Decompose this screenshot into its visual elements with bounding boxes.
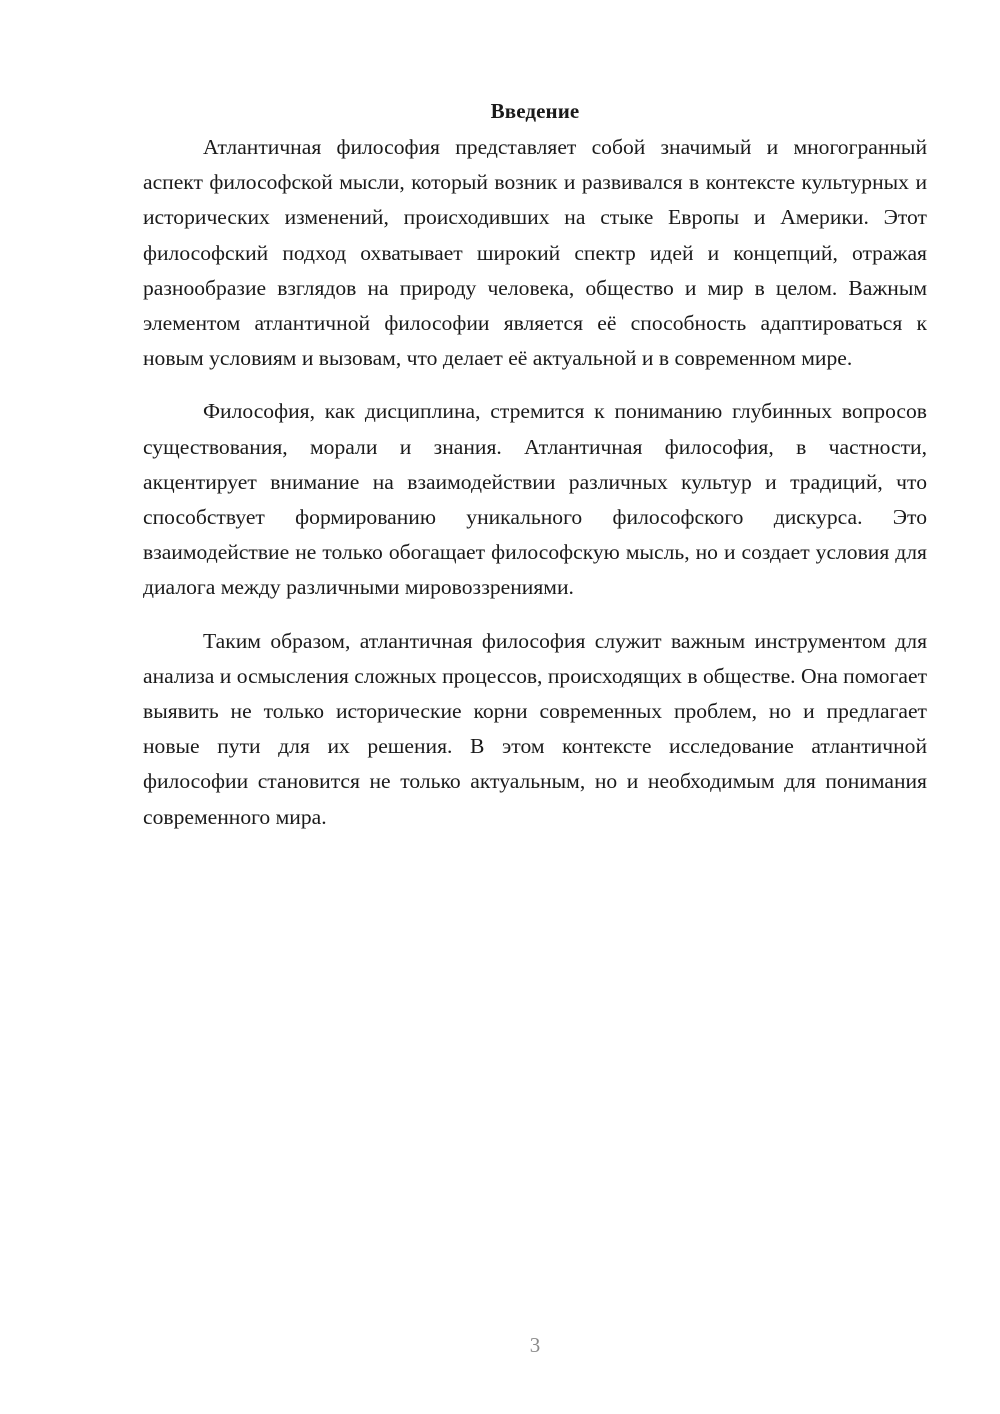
- paragraph-1: Атлантичная философия представляет собой значимый и многогранный аспект философской мысли, который возник и развивался в контексте культурных и исторических изменений, происходивших на стыке Европы и Америки. Этот философский подход охватывает широкий спектр идей и концепций, отражая разнообразие взглядов на природу человека, общество и мир в целом. Важным элементом атлантичной философии является её способность адаптироваться к новым условиям и вызовам, что делает её актуальной и в современном мире.: [143, 135, 927, 371]
- page-number: 3: [529, 1333, 541, 1357]
- paragraph-2: Философия, как дисциплина, стремится к пониманию глубинных вопросов существования, морали и знания. Атлантичная философия, в частности, акцентирует внимание на взаимодействии различных культур и традиций, что способствует формированию уникального философского дискурса. Это взаимодействие не только обогащает философскую мысль, но и создает условия для диалога между различными мировоззрениями.: [143, 399, 927, 600]
- paragraph-3: Таким образом, атлантичная философия служит важным инструментом для анализа и осмысления сложных процессов, происходящих в обществе. Она помогает выявить не только исторические корни современных проблем, но и предлагает новые пути для их решения. В этом контексте исследование атлантичной философии становится не только актуальным, но и необходимым для понимания современного мира.: [143, 628, 927, 829]
- section-title: Введение: [490, 99, 580, 123]
- page-content: [143, 96, 927, 835]
